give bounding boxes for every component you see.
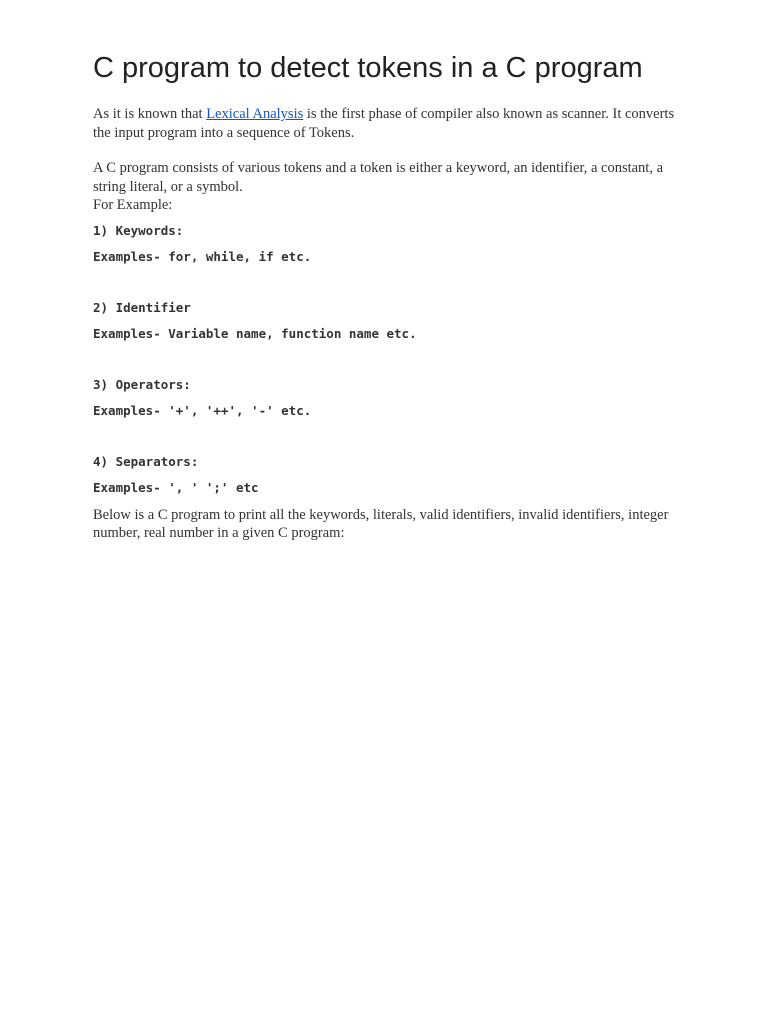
intro-paragraph (93, 105, 683, 142)
token-item-identifier (93, 300, 683, 342)
token-list (93, 223, 683, 496)
token-item-operators (93, 377, 683, 419)
closing-paragraph: Below is a C program to print all the keywords, literals, valid identifiers, invalid identifiers, integer number, real number in a given C program: (93, 506, 669, 541)
intro-text-before-link: As it is known that (93, 106, 207, 122)
tokens-description: A C program consists of various tokens and a token is either a keyword, an identifier, a constant, a string literal, or a symbol. (93, 160, 664, 195)
token-item-separators (93, 454, 683, 496)
token-heading: 1) Keywords: (93, 222, 184, 238)
token-example: Examples- Variable name, function name etc. (93, 325, 417, 341)
for-example-label: For Example: (93, 197, 173, 213)
article (93, 52, 683, 543)
token-example: Examples- '+', '++', '-' etc. (93, 402, 312, 418)
token-heading: 2) Identifier (93, 299, 191, 315)
page-title: C program to detect tokens in a C program (93, 52, 643, 84)
token-heading: 4) Separators: (93, 453, 199, 469)
lexical-analysis-link[interactable]: Lexical Analysis (206, 106, 304, 122)
token-example: Examples- for, while, if etc. (93, 248, 312, 264)
token-item-keywords (93, 223, 683, 265)
token-example: Examples- ', ' ';' etc (93, 479, 259, 495)
intro-text-after-link: is the first phase of compiler also known as scanner. It converts the input program into a sequence of Tokens. (93, 106, 675, 141)
token-heading: 3) Operators: (93, 376, 191, 392)
